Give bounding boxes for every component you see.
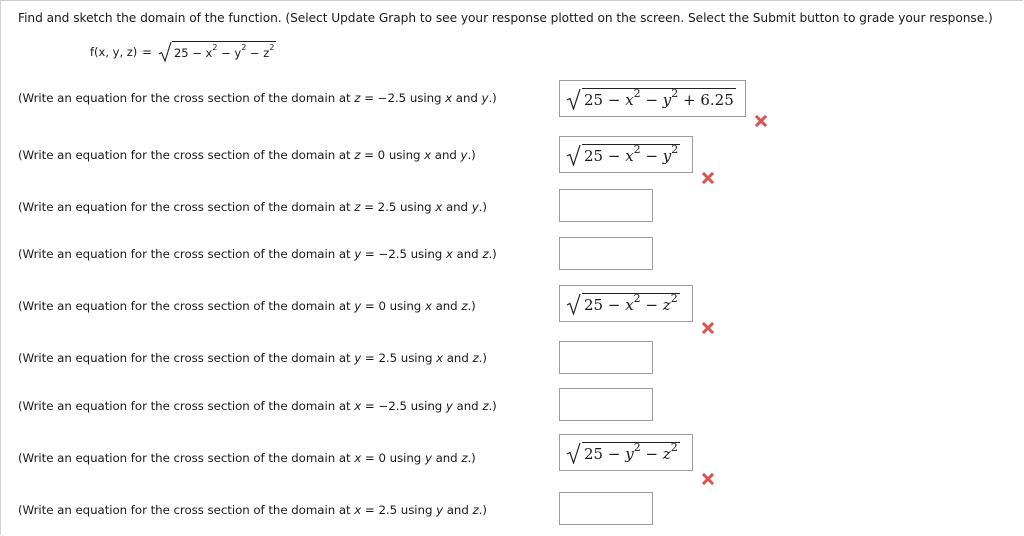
prompt-v1: y xyxy=(436,503,444,517)
prompt-prefix: (Write an equation for the cross section of the domain at xyxy=(18,247,355,261)
prompt-and: and xyxy=(443,503,473,517)
answer-radicand xyxy=(582,88,736,110)
answer-radicand xyxy=(582,442,680,464)
ans-minus: − xyxy=(640,146,663,165)
exponent: 2 xyxy=(633,440,641,454)
prompt-mid: = −2.5 using xyxy=(361,247,446,261)
radicand-y: − y xyxy=(217,46,242,60)
function-definition xyxy=(90,40,276,64)
prompt-and: and xyxy=(452,399,483,413)
ans-const: 25 − xyxy=(584,90,626,109)
ans-minus: − xyxy=(640,295,663,314)
exponent: 2 xyxy=(633,291,641,305)
radicand-z: − z xyxy=(246,46,270,60)
radical-sign-icon xyxy=(566,293,581,315)
prompt-v2: y xyxy=(471,200,479,214)
prompt-and: and xyxy=(431,148,461,162)
prompt-v1: y xyxy=(424,451,432,465)
prompt-and: and xyxy=(431,451,462,465)
exponent: 2 xyxy=(670,291,678,305)
prompt-suffix: .) xyxy=(478,503,487,517)
prompt-prefix: (Write an equation for the cross section of the domain at xyxy=(18,351,355,365)
incorrect-x-icon xyxy=(702,319,714,331)
prompt-suffix: .) xyxy=(478,200,487,214)
answer-input[interactable] xyxy=(559,285,693,322)
exponent: 2 xyxy=(212,43,218,52)
question-prompt xyxy=(18,200,487,214)
answer-expression xyxy=(566,144,680,166)
radical-sign-icon xyxy=(566,442,581,464)
answer-input[interactable] xyxy=(559,434,693,471)
prompt-prefix: (Write an equation for the cross section of the domain at xyxy=(18,200,355,214)
exponent: 2 xyxy=(671,142,679,156)
ans-var1: x xyxy=(625,90,634,109)
answer-radicand xyxy=(582,293,680,315)
ans-var1: x xyxy=(625,146,634,165)
answer-input[interactable] xyxy=(559,80,746,117)
ans-const: 25 − xyxy=(584,146,626,165)
prompt-v1: x xyxy=(424,299,432,313)
ans-minus: − xyxy=(640,90,663,109)
exponent: 2 xyxy=(241,43,247,52)
prompt-mid: = 2.5 using xyxy=(361,351,437,365)
prompt-suffix: .) xyxy=(488,91,497,105)
prompt-prefix: (Write an equation for the cross section of the domain at xyxy=(18,399,355,413)
answer-input[interactable] xyxy=(559,136,693,173)
exponent: 2 xyxy=(269,43,275,52)
radicand xyxy=(172,41,276,63)
answer-input[interactable] xyxy=(559,341,653,374)
answer-input[interactable] xyxy=(559,237,653,270)
prompt-and: and xyxy=(431,299,462,313)
equals-sign: = xyxy=(142,45,152,59)
prompt-prefix: (Write an equation for the cross section of the domain at xyxy=(18,503,355,517)
prompt-mid: = 2.5 using xyxy=(361,503,437,517)
prompt-v1: x xyxy=(436,351,444,365)
prompt-v2: z xyxy=(482,247,489,261)
answer-expression xyxy=(566,88,736,110)
prompt-var: y xyxy=(354,351,362,365)
prompt-and: and xyxy=(452,91,482,105)
prompt-prefix: (Write an equation for the cross section of the domain at xyxy=(18,91,355,105)
ans-extra: + 6.25 xyxy=(678,90,734,109)
prompt-v1: x xyxy=(445,247,453,261)
prompt-mid: = −2.5 using xyxy=(361,399,446,413)
prompt-v2: z xyxy=(461,451,468,465)
prompt-var: x xyxy=(354,503,362,517)
prompt-v1: y xyxy=(445,399,453,413)
prompt-suffix: .) xyxy=(488,399,497,413)
answer-radicand xyxy=(582,144,680,166)
prompt-var: z xyxy=(354,91,361,105)
function-lhs: f(x, y, z) xyxy=(90,45,138,59)
prompt-v2: z xyxy=(482,399,489,413)
prompt-var: y xyxy=(354,299,362,313)
prompt-prefix: (Write an equation for the cross section of the domain at xyxy=(18,451,355,465)
radicand-x: 25 − x xyxy=(173,46,213,60)
prompt-suffix: .) xyxy=(467,451,476,465)
ans-var2: z xyxy=(662,444,671,463)
instructions-text: Find and sketch the domain of the function. (Select Update Graph to see your response plotted on the screen. Select the Submit button to grade your response.) xyxy=(18,11,993,25)
ans-var2: y xyxy=(662,146,672,165)
question-prompt xyxy=(18,451,476,465)
question-prompt xyxy=(18,247,497,261)
incorrect-x-icon xyxy=(702,470,714,482)
prompt-and: and xyxy=(442,200,472,214)
prompt-v1: x xyxy=(435,200,443,214)
prompt-var: y xyxy=(354,247,362,261)
prompt-suffix: .) xyxy=(467,299,476,313)
exponent: 2 xyxy=(670,440,678,454)
prompt-and: and xyxy=(443,351,473,365)
ans-var2: z xyxy=(662,295,671,314)
answer-input[interactable] xyxy=(559,189,653,222)
ans-var1: y xyxy=(625,444,634,463)
question-prompt xyxy=(18,148,476,162)
prompt-var: x xyxy=(354,451,362,465)
prompt-suffix: .) xyxy=(488,247,497,261)
prompt-v1: x xyxy=(424,148,432,162)
ans-const: 25 − xyxy=(584,444,626,463)
exponent: 2 xyxy=(633,86,641,100)
question-prompt xyxy=(18,299,476,313)
answer-input[interactable] xyxy=(559,492,653,525)
prompt-and: and xyxy=(452,247,483,261)
prompt-v2: z xyxy=(472,351,479,365)
radical-sign-icon xyxy=(566,144,581,166)
prompt-v2: y xyxy=(460,148,468,162)
radical-sign-icon xyxy=(158,41,172,63)
ans-var2: y xyxy=(662,90,672,109)
prompt-mid: = 2.5 using xyxy=(360,200,436,214)
question-prompt xyxy=(18,351,487,365)
question-prompt xyxy=(18,503,487,517)
prompt-mid: = 0 using xyxy=(361,451,425,465)
question-prompt xyxy=(18,399,497,413)
exponent: 2 xyxy=(671,86,679,100)
radical-expression xyxy=(158,41,276,63)
exponent: 2 xyxy=(633,142,641,156)
prompt-mid: = 0 using xyxy=(361,299,425,313)
prompt-prefix: (Write an equation for the cross section of the domain at xyxy=(18,299,355,313)
answer-expression xyxy=(566,293,680,315)
prompt-v2: z xyxy=(472,503,479,517)
prompt-mid: = −2.5 using xyxy=(360,91,446,105)
answer-expression xyxy=(566,442,680,464)
answer-input[interactable] xyxy=(559,388,653,421)
question-prompt xyxy=(18,91,497,105)
incorrect-x-icon xyxy=(702,169,714,181)
prompt-v2: y xyxy=(481,91,489,105)
prompt-v2: z xyxy=(461,299,468,313)
ans-minus: − xyxy=(640,444,663,463)
prompt-var: z xyxy=(354,148,361,162)
prompt-v1: x xyxy=(445,91,453,105)
prompt-var: z xyxy=(354,200,361,214)
ans-const: 25 − xyxy=(584,295,626,314)
radical-sign-icon xyxy=(566,88,581,110)
prompt-prefix: (Write an equation for the cross section of the domain at xyxy=(18,148,355,162)
incorrect-x-icon xyxy=(755,112,767,124)
prompt-var: x xyxy=(354,399,362,413)
prompt-mid: = 0 using xyxy=(360,148,425,162)
prompt-suffix: .) xyxy=(467,148,476,162)
prompt-suffix: .) xyxy=(478,351,487,365)
ans-var1: x xyxy=(625,295,634,314)
